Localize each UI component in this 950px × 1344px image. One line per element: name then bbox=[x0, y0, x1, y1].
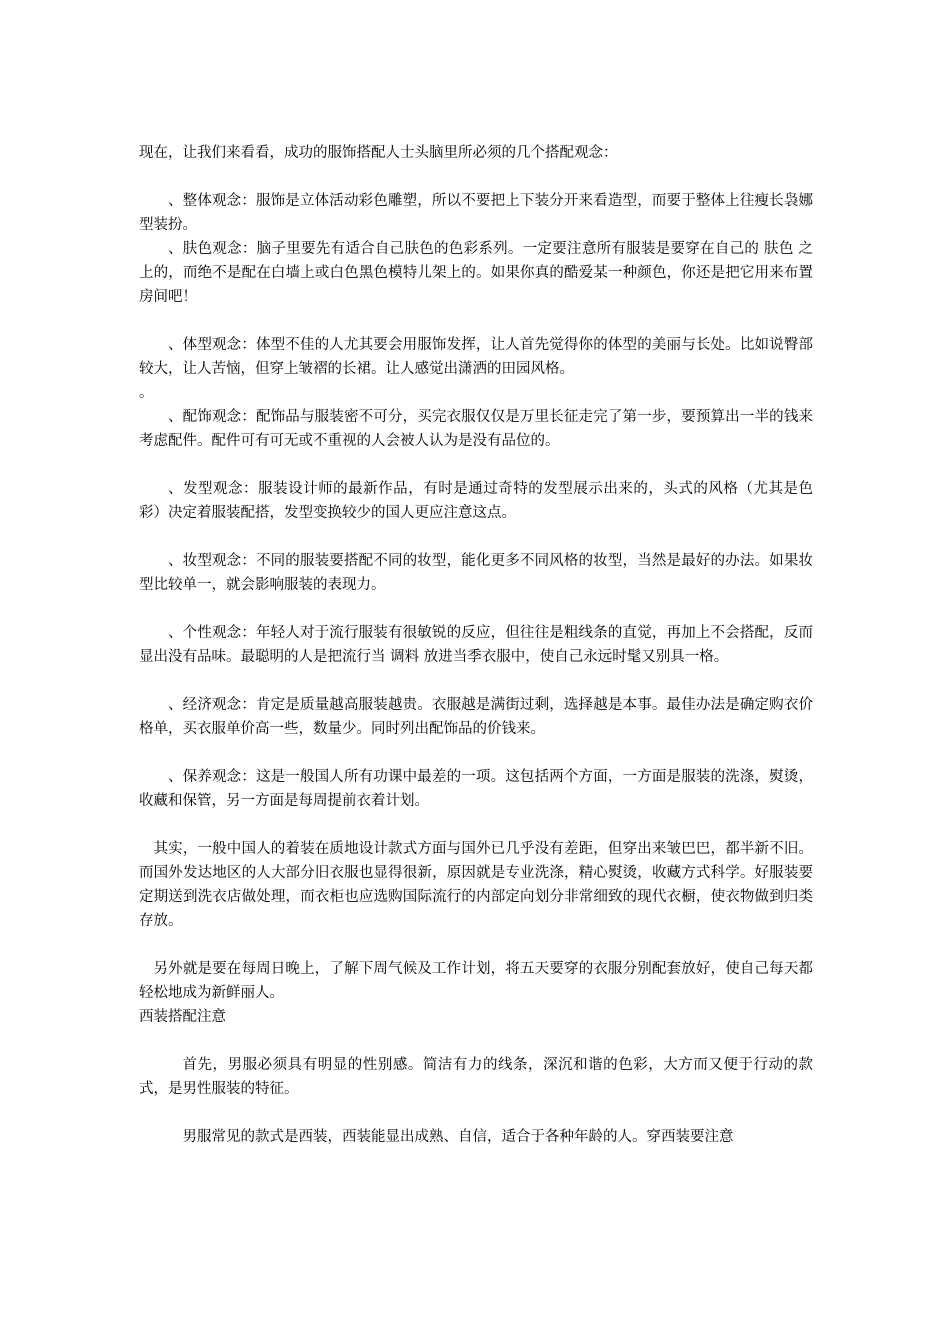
paragraph-menswear-first: 首先，男服必须具有明显的性别感。简洁有力的线条，深沉和谐的色彩，大方而又便于行动的款式，是男性服装的特征。 bbox=[139, 1057, 813, 1097]
section-heading: 西装搭配注意 bbox=[139, 1009, 226, 1025]
spacer bbox=[139, 1029, 813, 1053]
paragraph-overall-concept: 、整体观念：服饰是立体活动彩色雕塑，所以不要把上下装分开来看造型，而要于整体上往瘦长袅娜型装扮。 bbox=[139, 193, 813, 233]
paragraph-menswear-suit: 男服常见的款式是西装，西装能显出成熟、自信，适合于各种年龄的人。穿西装要注意 bbox=[182, 1129, 734, 1145]
spacer bbox=[139, 597, 813, 621]
paragraph-personality-concept: 、个性观念：年轻人对于流行服装有很敏锐的反应，但往往是粗线条的直觉，再加上不会搭配，反而显出没有品味。最聪明的人是把流行当 调料 放进当季衣服中，使自己永远时髦又别具一格。 bbox=[139, 625, 813, 665]
paragraph-skin-tone-concept: 、肤色观念：脑子里要先有适合自己肤色的色彩系列。一定要注意所有服装是要穿在自己的 肤色 之上的，而绝不是配在白墙上或白色黑色模特儿架上的。如果你真的酷爱某一种颜色，你还是把它用来布置房间吧！ bbox=[139, 241, 813, 305]
paragraph-hairstyle-concept: 、发型观念：服装设计师的最新作品，有时是通过奇特的发型展示出来的，头式的风格（尤其是色彩）决定着服装配搭，发型变换较少的国人更应注意这点。 bbox=[139, 481, 813, 521]
paragraph-body-type-concept: 、体型观念：体型不佳的人尤其要会用服饰发挥，让人首先觉得你的体型的美丽与长处。比如说臀部较大，让人苦恼，但穿上皱褶的长裙。让人感觉出潇洒的田园风格。 bbox=[139, 337, 813, 377]
paragraph-makeup-concept: 、妆型观念：不同的服装要搭配不同的妆型，能化更多不同风格的妆型，当然是最好的办法。如果妆型比较单一，就会影响服装的表现力。 bbox=[139, 553, 813, 593]
paragraph-accessory-concept: 、配饰观念：配饰品与服装密不可分，买完衣服仅仅是万里长征走完了第一步，要预算出一半的钱来考虑配件。配件可有可无或不重视的人会被人认为是没有品位的。 bbox=[139, 409, 813, 449]
intro-paragraph: 现在，让我们来看看，成功的服饰搭配人士头脑里所必须的几个搭配观念： bbox=[139, 145, 618, 161]
paragraph-in-fact: 其实，一般中国人的着装在质地设计款式方面与国外已几乎没有差距，但穿出来皱巴巴，都半新不旧。而国外发达地区的人大部分旧衣服也显得很新，原因就是专业洗涤，精心熨烫，收藏方式科学。好服装要定期送到洗衣店做处理，而衣柜也应选购国际流行的内部定向划分非常细致的现代衣橱，使衣物做到归类存放。 bbox=[139, 841, 813, 929]
spacer bbox=[139, 525, 813, 549]
spacer bbox=[139, 453, 813, 477]
spacer bbox=[139, 165, 813, 189]
spacer bbox=[139, 1101, 813, 1125]
paragraph-economy-concept: 、经济观念：肯定是质量越高服装越贵。衣服越是满街过剩，选择越是本事。最佳办法是确定购衣价格单，买衣服单价高一些，数量少。同时列出配饰品的价钱来。 bbox=[139, 697, 813, 737]
spacer bbox=[139, 813, 813, 837]
spacer bbox=[139, 741, 813, 765]
spacer bbox=[139, 309, 813, 333]
spacer bbox=[139, 669, 813, 693]
paragraph-weekly-plan: 另外就是要在每周日晚上，了解下周气候及工作计划，将五天要穿的衣服分别配套放好，使自己每天都轻松地成为新鲜丽人。 bbox=[139, 961, 813, 1001]
paragraph-care-concept: 、保养观念：这是一般国人所有功课中最差的一项。这包括两个方面，一方面是服装的洗涤，熨烫，收藏和保管，另一方面是每周提前衣着计划。 bbox=[139, 769, 813, 809]
spacer bbox=[139, 933, 813, 957]
stray-period: 。 bbox=[139, 385, 154, 401]
document-body bbox=[139, 141, 813, 1149]
